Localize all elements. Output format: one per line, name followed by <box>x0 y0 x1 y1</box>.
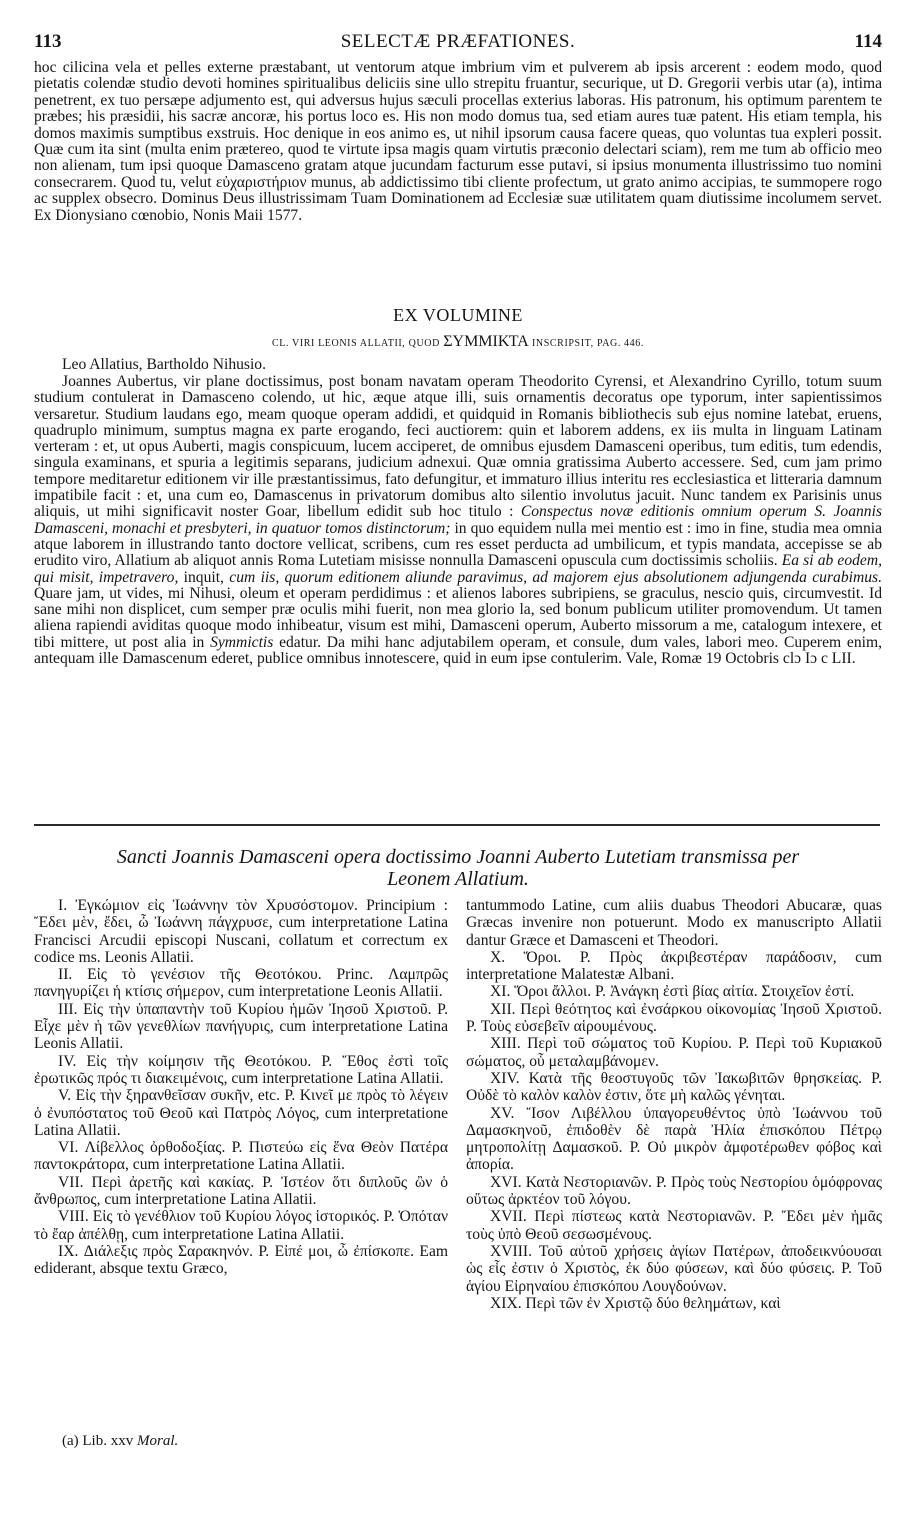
list-item: XIII. Περὶ τοῦ σώματος τοῦ Κυρίου. P. Περὶ τοῦ Κυριακοῦ σώματος, οὗ μεταλαμβάνομεν. <box>466 1035 882 1070</box>
list-item: VII. Περὶ ἀρετῆς καὶ κακίας. P. Ἰστέον ὅτι διπλοῦς ὢν ὁ ἄνθρωπος, cum interpretatione Latina Allatii. <box>34 1173 448 1209</box>
subtitle-page-ref: PAG. 446. <box>596 338 644 349</box>
list-item: V. Εἰς τὴν ξηρανθεῖσαν συκῆν, etc. P. Κινεῖ με πρὸς τὸ λέγειν ὁ ἐνυπόστατος τοῦ Θεοῦ καὶ Πατρὸς Λόγος, cum interpretatione Latina Allatii. <box>34 1087 448 1139</box>
letter-body <box>34 374 882 667</box>
footnote <box>62 1432 178 1450</box>
section-divider <box>34 824 880 826</box>
list-item: XVIII. Τοῦ αὐτοῦ χρήσεις ἁγίων Πατέρων, ἀποδεικνύουσαι ὡς εἷς ἐστιν ὁ Χριστὸς, ἐκ δύο φύσεων, καὶ δύο φύσεις. P. Τοῦ ἁγίου Εἰρηναίου ἐπισκόπου Λουγδούνων. <box>466 1242 882 1295</box>
works-list-title <box>34 846 882 890</box>
list-item: XV. Ἴσον Λιβέλλου ὑπαγορευθέντος ὑπὸ Ἰωάννου τοῦ Δαμασκηνοῦ, ἐπιδοθὲν δὲ παρὰ Ἠλία ἐπισκόπου Πέτρῳ μητροπολίτῃ Δαμασκοῦ. P. Οὐ μικρὸν ἀμφοτέρωθεν φόβος καὶ ἀπορία. <box>466 1104 882 1174</box>
letter-paragraph <box>34 374 882 667</box>
footnote-source: Moral. <box>136 1433 179 1449</box>
list-item: XI. Ὅροι ἄλλοι. P. Ἀνάγκη ἐστὶ βίας αἰτία. Στοιχεῖον ἐστί. <box>490 983 855 1001</box>
symmictis-italic: Symmictis <box>210 633 274 651</box>
list-item: XII. Περὶ θεότητος καὶ ἐνσάρκου οἰκονομίας Ἰησοῦ Χριστοῦ. P. Τοὺς εὐσεβεῖν αἱρουμένους. <box>466 1000 882 1036</box>
works-column-left <box>34 897 448 1278</box>
section-title: EX VOLUMINE <box>393 305 523 325</box>
page-number-left: 113 <box>34 31 62 52</box>
list-item: XVII. Περὶ πίστεως κατὰ Νεστοριανῶν. P. Ἔδει μὲν ἡμᾶς τοὺς ὑπὸ Θεοῦ σεσωσμένους. <box>466 1208 882 1243</box>
letter-text-1: Joannes Aubertus, vir plane doctissimus, post bonam navatam operam Theodorito Cyrensi, et Alexandrino Cyrillo, totum suum studium contulerat in Damasceno colendo, ut hic, æque atque illi, suis ornamentis decoratus ope typorum, inter sapientissimos versaretur. Studium laudans ego, meam quoque operam addidi, et quidquid in Romanis bibliothecis sub ejus nomine latebat, eruens, quadruplo minimum, sumptus magna ex parte erogando, feci auctiorem: quin et laborem addens, ex iis multa in linguam Latinam verteram : et, ut opus Auberti, magis conspicuum, lucem acciperet, de omnibus ejusdem Damasceni operibus, tum editis, tum edendis, singula examinans, et spuria a legitimis separans, judicium adnexui. Quæ omnia gratissima Auberto accessere. Sed, cum jam primo tempore meditaretur editionem vir ille præstantissimus, fato defungitur, et immaturo illius interitu res ecclesiastica et litteraria damnum impatibile facit : et, una cum eo, Damascenus in privatorum domibus alto silentio involutus jacuit. Nunc tandem ex Parisinis unus aliquis, ut mihi significavit noster Goar, libellum edidit sub hoc titulo : <box>34 373 882 521</box>
footnote-mark: (a) Lib. xxv <box>62 1433 134 1449</box>
list-item: IV. Εἰς τὴν κοίμησιν τῆς Θεοτόκου. P. Ἔθος ἐστὶ τοῖς ἐρωτικῶς πρός τι διακειμένοις, cum interpretatione Latina Allatii. <box>34 1052 448 1087</box>
page-number-right: 114 <box>854 31 882 52</box>
section-subtitle <box>34 333 882 353</box>
quote-italic-1: Ea si ab eodem, qui misit, impetravero, <box>34 552 883 586</box>
letter-text-4: edatur. Da mihi hanc adjutabilem operam, et consule, dum vales, labori meo. Cuperem enim, antequam ille Damascenum ederet, publice omnibus innotescere, quid in eum ipse contulerim. Vale, Romæ 19 Octobris clɔ Iɔ c LII. <box>34 633 882 668</box>
subtitle-quod: QUOD <box>408 338 440 349</box>
list-item: XIV. Κατὰ τῆς θεοστυγοῦς τῶν Ἰακωβιτῶν θρησκείας. P. Οὐδὲ τὸ καλὸν καλὸν ἐστιν, ὅτε μὴ καλῶς γένηται. <box>466 1069 882 1105</box>
letter-address: Leo Allatius, Bartholdo Nihusio. <box>62 356 267 373</box>
subtitle-greek-title: ΣΥΜΜΙΚΤΑ <box>443 333 529 350</box>
list-item: III. Εἰς τὴν ὑπαπαντὴν τοῦ Κυρίου ἡμῶν Ἰησοῦ Χριστοῦ. P. Εἶχε μὲν ἡ τῶν γενεθλίων πανήγυρις, cum interpretatione Latina Leonis Allatii. <box>34 1000 448 1053</box>
works-column-right <box>466 897 882 1312</box>
quote-italic-2: cum iis, quorum editionem aliunde paravimus, ad majorem ejus absolutionem adjungenda curabimus. <box>229 568 882 586</box>
list-item: VI. Λίβελλος ὀρθοδοξίας. P. Πιστεύω εἰς ἕνα Θεὸν Πατέρα παντοκράτορα, cum interpretatione Latina Allatii. <box>34 1139 448 1174</box>
list-item: XIX. Περὶ τῶν ἐν Χριστῷ δύο θελημάτων, καὶ <box>490 1294 781 1312</box>
book-title-italic: Conspectus novæ editionis omnium operum S. Joannis Damasceni, monachi et presbyteri, in quatuor tomos distinctorum; <box>34 503 882 537</box>
letter-inquit: inquit, <box>183 568 224 586</box>
list-item-continuation: tantummodo Latine, cum aliis duabus Theodori Abucaræ, quas Græcas invenire non potuerunt. Modo ex manuscripto Allatii dantur Græce et Damasceni et Theodori. <box>466 897 882 949</box>
letter-text-2: in quo equidem nulla mei mentio est : imo in fine, studia mea omnia atque laborem in illustrando tanto doctore vellicat, scribens, cum res esset perducta ad umbilicum, et typis mandata, accepisse se ab erudito viro, Allatium ab aliquot annis Roma Lutetiam misisse nonnulla Damasceni opuscula cum doctissimis scholiis. <box>34 519 882 570</box>
running-title: SELECTÆ PRÆFATIONES. <box>340 31 576 52</box>
works-list-title-line-2: Leonem Allatium. <box>387 868 529 890</box>
page-header <box>34 30 882 54</box>
subtitle-author: CL. VIRI LEONIS ALLATII, <box>272 338 406 349</box>
list-item: XVI. Κατὰ Νεστοριανῶν. P. Πρὸς τοὺς Νεστορίου ὁμόφρονας οὕτως ἀρκτέον τοῦ λόγου. <box>466 1173 882 1209</box>
list-item: II. Εἰς τὸ γενέσιον τῆς Θεοτόκου. Princ. Λαμπρῶς πανηγυρίζει ἡ κτίσις σήμερον, cum interpretatione Leonis Allatii. <box>34 966 448 1001</box>
letter-text-3: Quare jam, ut vides, mi Nihusi, oleum et operam perdidimus : et alienos labores subripiens, se graculus, nescio quis, circumvestit. Id sane mihi non displicet, cum semper præ oculis mihi fuerit, non mea glorio la, sed bonum publicum utiliter promovendum. Ut tamen aliena rapiendi aviditas quoque modo inhibeatur, visum est mihi, Damasceni operum, Auberto missorum a me, catalogum intexere, et tibi mittere, ut post alia in <box>34 584 882 651</box>
list-item: VIII. Εἰς τὸ γενέθλιον τοῦ Κυρίου λόγος ἱστορικός. P. Ὁπόταν τὸ ἔαρ ἀπέλθῃ, cum interpretatione Latina Allatii. <box>34 1208 448 1243</box>
subtitle-inscripsit: INSCRIPSIT, <box>532 338 594 349</box>
preface-continuation: hoc cilicina vela et pelles externe præstabant, ut ventorum atque imbrium vim et pulverem ab ipsis arcerent : eodem modo, quod pietatis colendæ studio devoti homines spiritualibus deliciis sine ullo strepitu fruantur, securique, ut D. Gregorii verbis utar (a), intima penetrent, ex tuo persæpe adjumento est, qui adversus hujus sæculi procellas exterius laboras. His patronum, his optimum parentem te præbes; his præsidii, his sacræ ancoræ, his portus loco es. His non modo domus tua, sed etiam aures tuæ patent. His etiam templa, his domos maximis sumptibus exstruis. Hoc denique in eos animo es, ut nihil ipsorum causa facere queas, quo voluntas tua expleri possit. Quæ cum ita sint (multa enim prætereo, quod te virtute ipsa magis quam virtutis præconio delectari sciam), rem me tum ab officio meo non alienam, tum ipsi quoque Damasceno gratam atque jucundam facturum esse putavi, si ipsius monumenta illustrissimo tuo nomini consecrarem. Quod tu, velut εὐχαριστήριον munus, ab addictissimo tibi cliente profectum, ut grato animo accipias, te summopere rogo ac supplex obsecro. Dominus Deus illustrissimam Tuam Dominationem ad Ecclesiæ suæ utilitatem quam diutissime incolumem servet. Ex Dionysiano cœnobio, Nonis Maii 1577. <box>34 59 882 224</box>
works-list-title-line-1: Sancti Joannis Damasceni opera doctissimo Joanni Auberto Lutetiam transmissa per <box>116 846 800 868</box>
list-item: X. Ὅροι. P. Πρὸς ἀκριβεστέραν παράδοσιν, cum interpretatione Malatestæ Albani. <box>466 948 882 984</box>
list-item: IX. Διάλεξις πρὸς Σαρακηνόν. P. Εἰπέ μοι, ὦ ἐπίσκοπε. Eam ediderant, absque textu Græco, <box>34 1242 448 1278</box>
list-item: I. Ἐγκώμιον εἰς Ἰωάννην τὸν Χρυσόστομον. Principium : Ἔδει μὲν, ἔδει, ὦ Ἰωάννη πάγχρυσε, cum interpretatione Latina Francisci Arcudii episcopi Nuscani, collatum et correctum ex codice ms. Leonis Allatii. <box>34 897 448 966</box>
